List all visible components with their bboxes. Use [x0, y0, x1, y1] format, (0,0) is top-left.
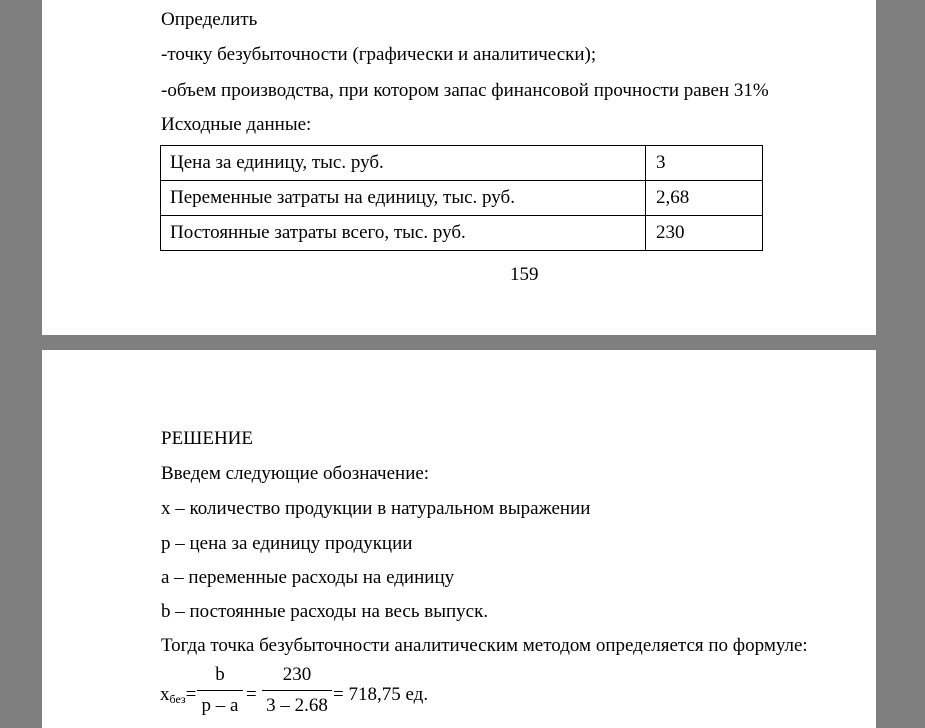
table-cell-value: 2,68 — [646, 181, 763, 216]
input-data-table — [160, 145, 763, 251]
fraction-numerator: b — [215, 664, 225, 685]
definition-p: р – цена за единицу продукции — [161, 533, 413, 554]
definitions-intro: Введем следующие обозначение: — [161, 463, 430, 484]
table-cell-value: 230 — [646, 216, 763, 251]
task-line-breakeven: -точку безубыточности (графически и аналитически); — [161, 44, 597, 65]
document-page-2 — [42, 350, 876, 728]
table-cell-label: Цена за единицу, тыс. руб. — [161, 146, 646, 181]
formula-var: х — [160, 684, 170, 705]
fraction-bar — [197, 690, 243, 691]
page-number: 159 — [510, 264, 539, 285]
formula-equals: = — [185, 684, 197, 705]
table-cell-label: Постоянные затраты всего, тыс. руб. — [161, 216, 646, 251]
fraction-bar — [262, 690, 332, 691]
fraction-denominator: p – a — [201, 695, 239, 716]
definition-a: а – переменные расходы на единицу — [161, 567, 455, 588]
formula-equals-2: = — [246, 684, 257, 705]
task-line-production-volume: -объем производства, при котором запас финансовой прочности равен 31% — [161, 80, 769, 101]
table-row — [161, 216, 763, 251]
formula-intro: Тогда точка безубыточности аналитическим методом определяется по формуле: — [161, 635, 808, 656]
document-page-1 — [42, 0, 876, 335]
table-cell-value: 3 — [646, 146, 763, 181]
fraction-numerator: 230 — [282, 664, 312, 685]
table-row — [161, 146, 763, 181]
task-heading: Определить — [161, 9, 258, 30]
formula-subscript: без — [169, 692, 186, 706]
definition-b: b – постоянные расходы на весь выпуск. — [161, 601, 489, 622]
formula-fraction-symbolic — [197, 664, 243, 724]
formula-variable — [160, 684, 196, 710]
formula-fraction-numeric — [262, 664, 332, 724]
data-label: Исходные данные: — [161, 114, 312, 135]
breakeven-formula — [160, 664, 480, 724]
formula-result: = 718,75 ед. — [333, 684, 429, 705]
fraction-denominator: 3 – 2.68 — [266, 695, 328, 716]
table-row — [161, 181, 763, 216]
table-cell-label: Переменные затраты на единицу, тыс. руб. — [161, 181, 646, 216]
solution-title: РЕШЕНИЕ — [161, 428, 253, 449]
definition-x: х – количество продукции в натуральном выражении — [161, 498, 591, 519]
